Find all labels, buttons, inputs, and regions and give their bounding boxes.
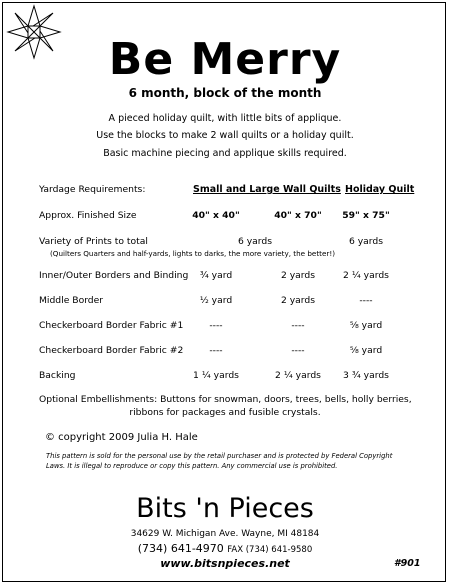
cell-holiday: 2 ¼ yards xyxy=(343,270,389,281)
cell-holiday: 3 ¾ yards xyxy=(343,370,389,381)
column-header-wall-quilts: Small and Large Wall Quilts xyxy=(193,184,341,195)
page-subtitle: 6 month, block of the month xyxy=(128,86,322,100)
cell-holiday: ---- xyxy=(359,295,373,306)
cell-large: ---- xyxy=(291,320,305,331)
cell-holiday: ⅝ yard xyxy=(349,345,383,356)
cell-holiday: ⅝ yard xyxy=(349,320,383,331)
company-website-link[interactable]: www.bitsnpieces.net xyxy=(160,557,290,570)
row-label: Variety of Prints to total xyxy=(39,236,148,247)
cell-small: ---- xyxy=(209,345,223,356)
cell-small: 1 ¼ yards xyxy=(193,370,239,381)
cell-large: ---- xyxy=(291,345,305,356)
row-label: Approx. Finished Size xyxy=(39,210,137,221)
intro-line: A pieced holiday quilt, with little bits of applique. xyxy=(108,113,342,124)
company-phone: (734) 641-4970 xyxy=(137,542,224,555)
cell-large: 2 ¼ yards xyxy=(275,370,321,381)
embellishments-line: ribbons for packages and fusible crystals. xyxy=(129,407,321,418)
embellishments-line: Optional Embellishments: Buttons for snowman, doors, trees, bells, holly berries, xyxy=(39,394,412,405)
copyright-notice: © copyright 2009 Julia H. Hale xyxy=(45,432,198,443)
cell-holiday: 6 yards xyxy=(348,236,384,247)
yardage-label: Yardage Requirements: xyxy=(39,184,146,195)
legal-notice-line: Laws. It is illegal to reproduce or copy this pattern. Any commercial use is prohibited. xyxy=(46,462,338,470)
cell-large: 2 yards xyxy=(280,270,316,281)
legal-notice-line: This pattern is sold for the personal use by the retail purchaser and is protected by Federal Copyright xyxy=(46,452,393,460)
column-header-holiday-quilt: Holiday Quilt xyxy=(345,184,415,195)
cell-small: ---- xyxy=(209,320,223,331)
company-fax: FAX (734) 641-9580 xyxy=(227,545,313,555)
prints-note: (Quilters Quarters and half-yards, lights to darks, the more variety, the better!) xyxy=(50,249,336,258)
row-label: Checkerboard Border Fabric #1 xyxy=(39,320,184,331)
cell-wall: 6 yards xyxy=(237,236,273,247)
cell-small: ¾ yard xyxy=(199,270,233,281)
page-title: Be Merry xyxy=(108,34,342,85)
cell-holiday: 59" x 75" xyxy=(342,210,390,221)
company-name: Bits 'n Pieces xyxy=(136,493,314,524)
cell-small: 40" x 40" xyxy=(192,210,240,221)
cell-small: ½ yard xyxy=(199,295,233,306)
row-label: Inner/Outer Borders and Binding xyxy=(39,270,189,281)
company-phone-line xyxy=(0,542,450,555)
row-label: Checkerboard Border Fabric #2 xyxy=(39,345,184,356)
row-label: Backing xyxy=(39,370,76,381)
row-label: Middle Border xyxy=(39,295,104,306)
company-address: 34629 W. Michigan Ave. Wayne, MI 48184 xyxy=(130,529,320,539)
intro-line: Basic machine piecing and applique skills required. xyxy=(103,148,347,159)
cell-large: 2 yards xyxy=(280,295,316,306)
pattern-number: #901 xyxy=(394,558,421,569)
intro-line: Use the blocks to make 2 wall quilts or a holiday quilt. xyxy=(96,130,354,141)
cell-large: 40" x 70" xyxy=(274,210,322,221)
